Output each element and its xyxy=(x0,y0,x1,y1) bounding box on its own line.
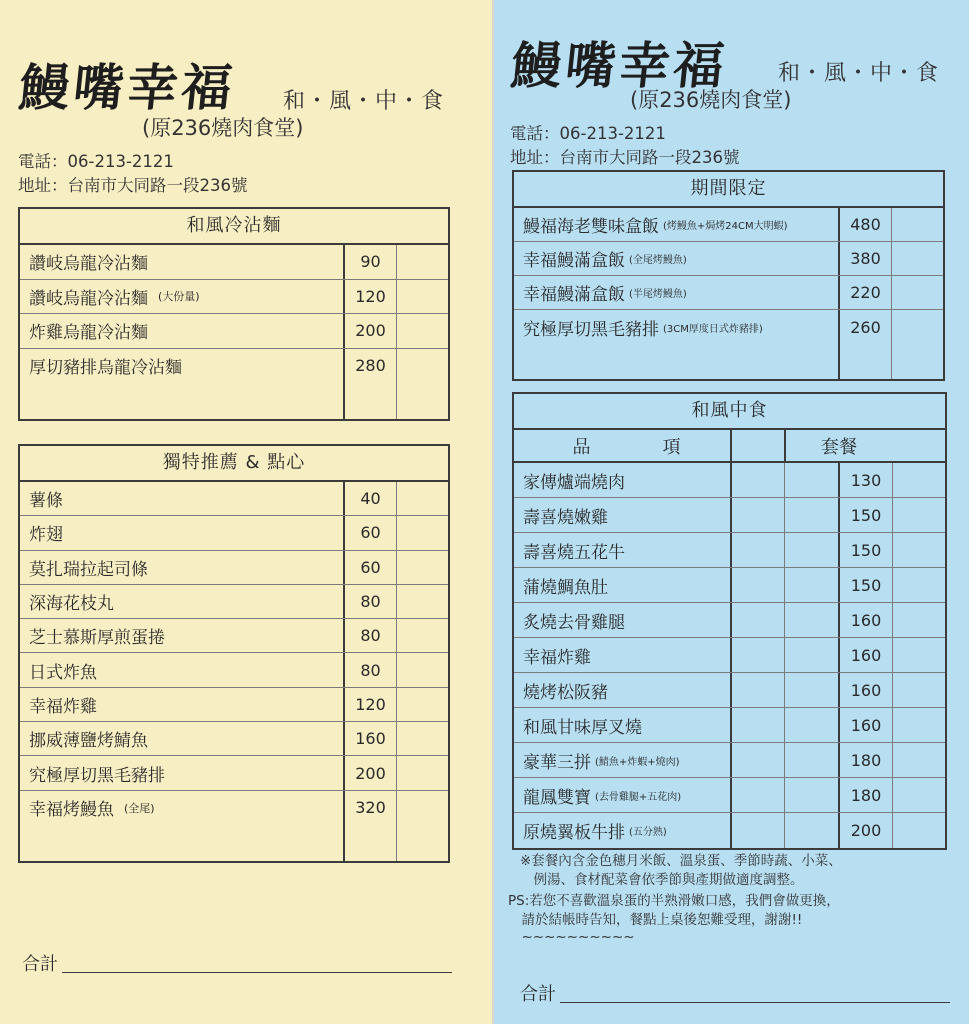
menu-item-name: 深海花枝丸 xyxy=(29,594,114,615)
menu-item-cell xyxy=(20,585,343,618)
menu-item-cell xyxy=(20,551,343,584)
blank-cell xyxy=(784,708,838,742)
blank-cell xyxy=(396,653,448,686)
menu-item-row xyxy=(514,463,945,498)
menu-item-cell xyxy=(20,516,343,549)
menu-item-name: 蒲燒鯛魚肚 xyxy=(523,577,608,598)
blank-cell xyxy=(396,619,448,652)
menu-item-cell xyxy=(514,568,730,602)
blank-cell xyxy=(730,673,784,707)
menu-item-row xyxy=(514,533,945,568)
left-former-name: (原236燒肉食堂) xyxy=(142,116,304,140)
menu-item-name: 鰻福海老雙味盒飯 xyxy=(523,217,659,237)
menu-item-row xyxy=(514,498,945,533)
blank-cell xyxy=(784,533,838,567)
menu-item-price: 200 xyxy=(343,314,396,348)
blank-cell xyxy=(396,791,448,825)
menu-item-cell xyxy=(20,756,343,789)
blank-cell xyxy=(892,568,945,602)
blank-cell xyxy=(730,603,784,637)
blank-cell xyxy=(892,533,945,567)
menu-item-price: 80 xyxy=(343,585,396,618)
right-address: 地址：台南市大同路一段236號 xyxy=(510,148,740,167)
menu-item-cell xyxy=(514,276,838,309)
blank-cell xyxy=(730,533,784,567)
menu-item-price: 160 xyxy=(838,673,892,707)
menu-item-price: 200 xyxy=(343,756,396,789)
menu-item-note: (大份量) xyxy=(158,290,200,304)
blank-cell xyxy=(396,314,448,348)
right-total-label: 合計 xyxy=(520,984,556,1005)
menu-item-cell xyxy=(514,310,838,344)
blank-cell xyxy=(892,813,945,848)
menu-item-cell xyxy=(514,638,730,672)
menu-item-row xyxy=(514,708,945,743)
menu-item-row xyxy=(514,568,945,603)
limited-title: 期間限定 xyxy=(514,172,943,208)
blank-cell xyxy=(730,638,784,672)
right-brand-title: 鰻嘴幸福 xyxy=(508,36,731,95)
menu-item-price: 60 xyxy=(343,516,396,549)
menu-item-cell xyxy=(514,813,730,848)
menu-item-cell xyxy=(20,482,343,515)
right-total-line xyxy=(560,1002,950,1003)
blank-cell xyxy=(396,280,448,314)
menu-item-price: 480 xyxy=(838,208,891,241)
menu-item-row xyxy=(514,813,945,848)
left-total-label: 合計 xyxy=(22,954,58,975)
menu-item-row xyxy=(20,245,448,280)
menu-item-price: 80 xyxy=(343,619,396,652)
menu-item-row xyxy=(514,743,945,778)
menu-item-note: (烤鰻魚+焗烤24CM大明蝦) xyxy=(663,221,788,232)
blank-cell xyxy=(892,708,945,742)
menu-item-name: 挪威薄鹽烤鯖魚 xyxy=(29,731,148,752)
menu-item-cell xyxy=(514,533,730,567)
menu-item-name: 原燒翼板牛排 xyxy=(523,823,625,843)
blank-cell xyxy=(396,482,448,515)
menu-item-name: 幸福炸雞 xyxy=(523,647,591,668)
blank-cell xyxy=(784,743,838,777)
menu-item-row xyxy=(20,551,448,585)
menu-item-cell xyxy=(514,603,730,637)
menu-item-cell xyxy=(514,463,730,497)
menu-item-row xyxy=(514,242,943,276)
menu-item-row xyxy=(20,314,448,349)
left-total-field[interactable] xyxy=(22,950,452,976)
menu-item-cell xyxy=(20,653,343,686)
left-brand-title: 鰻嘴幸福 xyxy=(16,58,239,117)
blank-cell xyxy=(396,585,448,618)
right-set-meals-table xyxy=(512,392,947,850)
menu-item-name: 壽喜燒五花牛 xyxy=(523,542,625,563)
note-line-5: ~~~~~~~~~~ xyxy=(508,929,635,945)
menu-item-name: 讚岐烏龍冷沾麵 xyxy=(29,254,148,275)
menu-item-row xyxy=(20,756,448,790)
menu-item-price: 60 xyxy=(343,551,396,584)
menu-item-price: 80 xyxy=(343,653,396,686)
menu-item-row xyxy=(514,778,945,813)
blank-cell xyxy=(784,463,838,497)
menu-item-name: 壽喜燒嫩雞 xyxy=(523,507,608,528)
snacks-title: 獨特推薦 & 點心 xyxy=(20,446,448,482)
table-row-blank xyxy=(20,825,448,861)
menu-item-price: 180 xyxy=(838,743,892,777)
menu-item-note: (鯖魚+炸蝦+燒肉) xyxy=(595,756,680,768)
table-row-blank xyxy=(20,383,448,419)
menu-item-price: 200 xyxy=(838,813,892,848)
note-line-4: 請於結帳時告知，餐點上桌後恕難受理，謝謝!! xyxy=(508,912,803,928)
menu-item-name: 厚切豬排烏龍冷沾麵 xyxy=(29,358,182,379)
menu-item-cell xyxy=(20,791,343,825)
menu-item-name: 炙燒去骨雞腿 xyxy=(523,612,625,633)
menu-item-price: 150 xyxy=(838,498,892,532)
blank-cell xyxy=(784,498,838,532)
right-menu-sheet xyxy=(494,0,969,1024)
menu-item-name: 究極厚切黑毛豬排 xyxy=(523,319,659,340)
menu-item-price: 220 xyxy=(838,276,891,309)
menu-item-name: 讚岐烏龍冷沾麵 xyxy=(29,288,148,309)
menu-item-name: 幸福烤鰻魚 xyxy=(29,800,114,821)
menu-item-cell xyxy=(514,743,730,777)
menu-item-name: 炸翅 xyxy=(29,525,63,546)
menu-item-name: 日式炸魚 xyxy=(29,662,97,683)
menu-item-name: 燒烤松阪豬 xyxy=(523,682,608,703)
menu-item-name: 豪華三拼 xyxy=(523,752,591,773)
menu-item-name: 炸雞烏龍冷沾麵 xyxy=(29,323,148,344)
menu-item-row xyxy=(20,482,448,516)
column-header-item: 品 項 xyxy=(572,436,681,458)
menu-item-cell xyxy=(20,280,343,314)
blank-cell xyxy=(892,778,945,812)
menu-item-price: 160 xyxy=(838,638,892,672)
cold-noodles-title: 和風冷沾麵 xyxy=(20,209,448,245)
menu-item-cell xyxy=(514,708,730,742)
blank-cell xyxy=(891,310,943,344)
blank-cell xyxy=(730,813,784,848)
menu-item-cell xyxy=(20,722,343,755)
menu-item-cell xyxy=(20,688,343,721)
menu-item-price: 40 xyxy=(343,482,396,515)
menu-item-price: 150 xyxy=(838,533,892,567)
right-cuisine-label: 和・風・中・食 xyxy=(778,61,940,86)
menu-item-note: (全尾烤鰻魚) xyxy=(629,255,687,266)
blank-cell xyxy=(396,516,448,549)
menu-item-row xyxy=(20,722,448,756)
blank-cell xyxy=(396,722,448,755)
blank-cell xyxy=(892,603,945,637)
blank-cell xyxy=(396,349,448,384)
menu-item-row xyxy=(20,688,448,722)
menu-item-price: 160 xyxy=(838,603,892,637)
blank-cell xyxy=(730,498,784,532)
menu-item-price: 90 xyxy=(343,245,396,279)
menu-item-price: 120 xyxy=(343,688,396,721)
menu-item-cell xyxy=(20,349,343,384)
blank-cell xyxy=(892,673,945,707)
menu-item-price: 120 xyxy=(343,280,396,314)
blank-cell xyxy=(396,688,448,721)
right-limited-table xyxy=(512,170,945,381)
blank-cell xyxy=(892,498,945,532)
menu-item-cell xyxy=(514,498,730,532)
right-former-name: (原236燒肉食堂) xyxy=(630,88,792,112)
menu-item-row xyxy=(514,310,943,344)
left-snacks-table xyxy=(18,444,450,863)
menu-item-row xyxy=(20,585,448,619)
menu-item-name: 究極厚切黑毛豬排 xyxy=(29,765,165,786)
blank-cell xyxy=(891,276,943,309)
menu-item-row xyxy=(20,619,448,653)
menu-item-name: 龍鳳雙寶 xyxy=(523,787,591,808)
menu-item-name: 幸福鰻滿盒飯 xyxy=(523,285,625,305)
menu-item-cell xyxy=(514,208,838,241)
blank-cell xyxy=(396,551,448,584)
menu-item-row xyxy=(514,673,945,708)
right-phone: 電話：06-213-2121 xyxy=(510,124,666,143)
menu-item-name: 幸福鰻滿盒飯 xyxy=(523,251,625,271)
menu-item-name: 芝士慕斯厚煎蛋捲 xyxy=(29,628,165,649)
blank-cell xyxy=(784,813,838,848)
menu-item-name: 薯條 xyxy=(29,491,63,512)
blank-cell xyxy=(892,638,945,672)
menu-item-row xyxy=(20,349,448,384)
left-phone: 電話：06-213-2121 xyxy=(18,152,174,171)
note-line-2: 例湯、食材配菜會依季節與產期做適度調整。 xyxy=(520,872,804,888)
left-cold-noodles-table xyxy=(18,207,450,421)
blank-cell xyxy=(396,756,448,789)
left-total-line xyxy=(62,972,452,973)
blank-cell xyxy=(730,708,784,742)
blank-cell xyxy=(784,673,838,707)
set-meals-header-row xyxy=(514,430,945,463)
menu-item-cell xyxy=(514,242,838,275)
menu-item-row xyxy=(20,653,448,687)
blank-cell xyxy=(891,208,943,241)
blank-cell xyxy=(784,603,838,637)
blank-cell xyxy=(730,743,784,777)
blank-cell xyxy=(784,568,838,602)
menu-item-price: 160 xyxy=(838,708,892,742)
menu-item-price: 260 xyxy=(838,310,891,344)
blank-cell xyxy=(784,638,838,672)
right-total-field[interactable] xyxy=(520,980,950,1006)
blank-cell xyxy=(730,463,784,497)
menu-item-row xyxy=(20,791,448,825)
column-header-set: 套餐 xyxy=(784,430,892,461)
menu-item-price: 380 xyxy=(838,242,891,275)
note-line-3: PS:若您不喜歡溫泉蛋的半熟滑嫩口感，我們會做更換， xyxy=(508,893,840,909)
menu-item-name: 家傳爐端燒肉 xyxy=(523,472,625,493)
blank-cell xyxy=(784,778,838,812)
left-address: 地址：台南市大同路一段236號 xyxy=(18,176,248,195)
blank-cell xyxy=(892,463,945,497)
menu-item-note: (五分熟) xyxy=(629,827,667,838)
menu-item-name: 和風甘味厚叉燒 xyxy=(523,717,642,738)
menu-item-note: (3CM厚度日式炸豬排) xyxy=(663,323,763,335)
left-cuisine-label: 和・風・中・食 xyxy=(283,89,445,114)
menu-item-note: (全尾) xyxy=(124,801,155,815)
menu-item-price: 320 xyxy=(343,791,396,825)
blank-cell xyxy=(396,245,448,279)
menu-item-name: 幸福炸雞 xyxy=(29,696,97,717)
blank-cell xyxy=(730,778,784,812)
menu-item-price: 280 xyxy=(343,349,396,384)
menu-item-price: 130 xyxy=(838,463,892,497)
blank-cell xyxy=(891,242,943,275)
menu-item-note: (去骨雞腿+五花肉) xyxy=(595,791,682,803)
blank-cell xyxy=(730,568,784,602)
menu-item-price: 150 xyxy=(838,568,892,602)
note-line-1: ※套餐內含金色穗月米飯、溫泉蛋、季節時蔬、小菜、 xyxy=(520,853,842,869)
menu-item-cell xyxy=(514,673,730,707)
menu-item-row xyxy=(514,603,945,638)
set-meals-title: 和風中食 xyxy=(514,394,945,430)
menu-item-row xyxy=(514,208,943,242)
table-row-blank xyxy=(514,344,943,379)
menu-item-cell xyxy=(20,314,343,348)
menu-item-row xyxy=(514,276,943,310)
menu-item-cell xyxy=(20,619,343,652)
blank-cell xyxy=(892,743,945,777)
menu-item-note: (半尾烤鰻魚) xyxy=(629,289,687,300)
menu-item-name: 莫扎瑞拉起司條 xyxy=(29,559,148,580)
menu-item-price: 160 xyxy=(343,722,396,755)
menu-item-cell xyxy=(514,778,730,812)
menu-item-cell xyxy=(20,245,343,279)
menu-item-row xyxy=(514,638,945,673)
menu-item-row xyxy=(20,516,448,550)
menu-item-row xyxy=(20,280,448,315)
menu-item-price: 180 xyxy=(838,778,892,812)
